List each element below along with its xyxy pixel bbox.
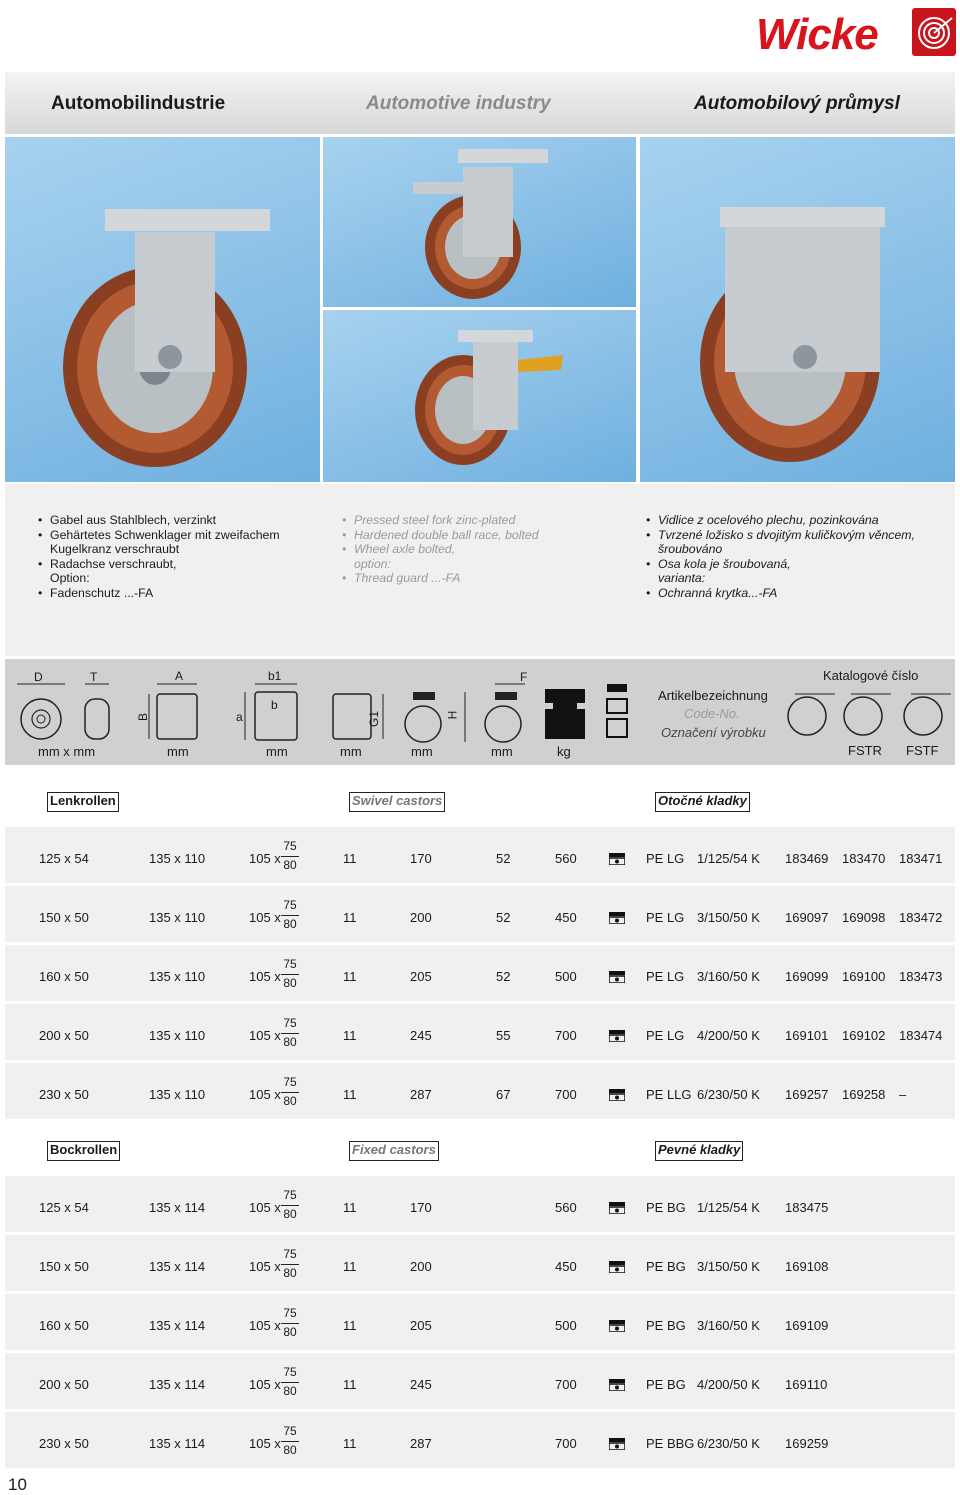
cell-code: PE LG (646, 969, 685, 984)
cell-b1-top: 75 (283, 1365, 297, 1379)
cell-catalog-1: 169259 (785, 1436, 829, 1451)
tread-icon (609, 1088, 625, 1100)
cell-code: PE BBG (646, 1436, 695, 1451)
cell-b1-fraction-line (281, 974, 299, 975)
desc-de-line: • Radachse verschraubt, (38, 557, 280, 572)
cell-b1-bottom: 80 (283, 1035, 297, 1049)
cell-a-b: 135 x 114 (149, 1318, 206, 1333)
cell-b1-bottom: 80 (283, 1325, 297, 1339)
cell-code: PE LG (646, 851, 685, 866)
article-label-en: Code-No. (684, 706, 740, 721)
desc-de-line: • Fadenschutz ...-FA (38, 586, 280, 601)
table-row (5, 886, 955, 942)
col-label-b1: b1 (268, 669, 282, 683)
col-label-fstr: FSTR (848, 743, 882, 758)
cell-f: 67 (496, 1087, 511, 1102)
cell-b1: 105 x (249, 1028, 281, 1043)
cell-f: 52 (496, 969, 511, 984)
photo-fixed-castor (640, 137, 955, 482)
section-fixed-en-label: Fixed castors (349, 1141, 439, 1161)
cell-a-b: 135 x 110 (149, 969, 206, 984)
cell-code: PE BG (646, 1318, 686, 1333)
col-label-fstf: FSTF (906, 743, 939, 758)
desc-cz-line: šroubováno (658, 542, 723, 557)
desc-cz-line: • Tvrzené ložisko s dvojitým kuličkovým věncem, (646, 528, 915, 543)
col-label-d: D (34, 670, 43, 684)
table-row (5, 1004, 955, 1060)
tread-icon (609, 970, 625, 982)
title-en: Automotive industry (366, 93, 551, 114)
section-fixed-cz-label: Pevné kladky (655, 1141, 743, 1161)
col-label-b: b (271, 698, 278, 712)
cell-kg: 700 (555, 1436, 577, 1451)
photo-swivel-castor-lock (323, 310, 636, 482)
desc-cz-line: varianta: (658, 571, 706, 586)
description-de (38, 513, 280, 601)
cell-f: 52 (496, 910, 511, 925)
cell-code: PE LG (646, 1028, 685, 1043)
cell-h: 205 (410, 969, 432, 984)
cell-catalog-2: 169102 (842, 1028, 886, 1043)
section-swivel-cz (655, 792, 750, 812)
description-en (342, 513, 539, 586)
cell-catalog-2: 169100 (842, 969, 886, 984)
cell-catalog-3: – (899, 1087, 907, 1102)
cell-b1-fraction-line (281, 1033, 299, 1034)
cell-article: 3/160/50 K (697, 1318, 760, 1333)
cell-kg: 450 (555, 910, 577, 925)
cell-g1: 11 (343, 1377, 357, 1392)
cell-b1-bottom: 80 (283, 1384, 297, 1398)
cell-h: 287 (410, 1087, 432, 1102)
cell-kg: 700 (555, 1377, 577, 1392)
desc-de-line: • Gabel aus Stahlblech, verzinkt (38, 513, 280, 528)
cell-a-b: 135 x 110 (149, 851, 206, 866)
section-swivel-en-label: Swivel castors (349, 792, 445, 812)
cell-a-b: 135 x 110 (149, 1028, 206, 1043)
cell-d-t: 125 x 54 (39, 851, 89, 866)
cell-b1-bottom: 80 (283, 1207, 297, 1221)
cell-d-t: 160 x 50 (39, 969, 89, 984)
cell-b1-fraction-line (281, 1323, 299, 1324)
table-row (5, 1176, 955, 1232)
desc-en-line: • Thread guard ...-FA (342, 571, 539, 586)
cell-b1-top: 75 (283, 1075, 297, 1089)
cell-code: PE BG (646, 1259, 686, 1274)
photo-swivel-castor (5, 137, 320, 482)
cell-a-b: 135 x 110 (149, 1087, 206, 1102)
cell-d-t: 125 x 54 (39, 1200, 89, 1215)
cell-g1: 11 (343, 851, 357, 866)
table-row (5, 1412, 955, 1468)
cell-a-b: 135 x 114 (149, 1200, 206, 1215)
cell-b1-top: 75 (283, 957, 297, 971)
section-swivel-de (47, 792, 119, 812)
col-label-h: H (445, 710, 460, 720)
table-row (5, 1235, 955, 1291)
cell-code: PE LG (646, 910, 685, 925)
cell-b1-fraction-line (281, 856, 299, 857)
cell-code: PE BG (646, 1200, 686, 1215)
cell-kg: 450 (555, 1259, 577, 1274)
cell-b1-top: 75 (283, 1424, 297, 1438)
cell-b1: 105 x (249, 1377, 281, 1392)
page-number: 10 (8, 1475, 27, 1494)
cell-article: 4/200/50 K (697, 1028, 760, 1043)
cell-b1: 105 x (249, 1436, 281, 1451)
tread-icon (609, 1319, 625, 1331)
cell-article: 3/150/50 K (697, 1259, 760, 1274)
section-fixed-cz (655, 1141, 743, 1161)
cell-code: PE BG (646, 1377, 686, 1392)
catalog-label: Katalogové číslo (823, 668, 919, 683)
cell-code: PE LLG (646, 1087, 692, 1102)
tread-icon (609, 852, 625, 864)
desc-de-line: Option: (50, 571, 90, 586)
col-label-t: T (90, 670, 98, 684)
section-fixed-en (349, 1141, 439, 1161)
cell-a-b: 135 x 114 (149, 1377, 206, 1392)
cell-b1: 105 x (249, 1200, 281, 1215)
cell-catalog-1: 169097 (785, 910, 829, 925)
desc-de-line: • Gehärtetes Schwenklager mit zweifachem (38, 528, 280, 543)
cell-b1-top: 75 (283, 1016, 297, 1030)
table-row (5, 827, 955, 883)
cell-b1-fraction-line (281, 1441, 299, 1442)
cell-f: 52 (496, 851, 511, 866)
cell-b1-top: 75 (283, 1247, 297, 1261)
cell-article: 3/150/50 K (697, 910, 760, 925)
cell-b1-bottom: 80 (283, 858, 297, 872)
cell-b1: 105 x (249, 1087, 281, 1102)
tread-icon (609, 1029, 625, 1041)
cell-g1: 11 (343, 969, 357, 984)
cell-catalog-2: 169258 (842, 1087, 886, 1102)
photo-swivel-castor-brake (323, 137, 636, 307)
brand-logo-wordmark: Wicke (756, 10, 878, 59)
cell-g1: 11 (343, 1200, 357, 1215)
col-label-a-upper: A (175, 669, 184, 683)
cell-a-b: 135 x 110 (149, 910, 206, 925)
cell-h: 170 (410, 1200, 432, 1215)
cell-kg: 500 (555, 1318, 577, 1333)
cell-d-t: 160 x 50 (39, 1318, 89, 1333)
cell-catalog-1: 169099 (785, 969, 829, 984)
cell-b1-fraction-line (281, 1264, 299, 1265)
cell-catalog-1: 169110 (785, 1377, 828, 1392)
cell-g1: 11 (343, 910, 357, 925)
brand-logo-emblem (912, 8, 956, 56)
cell-g1: 11 (343, 1259, 357, 1274)
cell-g1: 11 (343, 1087, 357, 1102)
table-row (5, 1294, 955, 1350)
col-label-a: a (236, 710, 243, 724)
cell-g1: 11 (343, 1436, 357, 1451)
cell-h: 205 (410, 1318, 432, 1333)
article-label-cz: Označení výrobku (661, 725, 766, 740)
cell-f: 55 (496, 1028, 511, 1043)
cell-b1-bottom: 80 (283, 1266, 297, 1280)
desc-en-line: • Pressed steel fork zinc-plated (342, 513, 539, 528)
cell-catalog-1: 183469 (785, 851, 829, 866)
cell-catalog-1: 169108 (785, 1259, 829, 1274)
cell-h: 287 (410, 1436, 432, 1451)
unit-h: mm (411, 744, 433, 759)
cell-b1-top: 75 (283, 1306, 297, 1320)
col-label-g1: G1 (367, 710, 382, 728)
cell-b1-fraction-line (281, 1205, 299, 1206)
cell-article: 1/125/54 K (697, 851, 760, 866)
cell-h: 245 (410, 1377, 432, 1392)
section-swivel-cz-label: Otočné kladky (655, 792, 750, 812)
cell-h: 245 (410, 1028, 432, 1043)
description-cz (646, 513, 915, 601)
cell-d-t: 150 x 50 (39, 910, 89, 925)
unit-g1: mm (340, 744, 362, 759)
cell-b1-top: 75 (283, 839, 297, 853)
unit-ab: mm (167, 744, 189, 759)
cell-kg: 560 (555, 1200, 577, 1215)
unit-b1: mm (266, 744, 288, 759)
desc-cz-line: • Ochranná krytka...-FA (646, 586, 915, 601)
tread-icon (609, 1260, 625, 1272)
cell-article: 6/230/50 K (697, 1436, 760, 1451)
cell-catalog-1: 169101 (785, 1028, 829, 1043)
table-row (5, 1063, 955, 1119)
cell-catalog-3: 183471 (899, 851, 943, 866)
cell-article: 3/160/50 K (697, 969, 760, 984)
cell-catalog-2: 183470 (842, 851, 886, 866)
cell-b1-bottom: 80 (283, 1443, 297, 1457)
section-fixed-de-label: Bockrollen (47, 1141, 120, 1161)
cell-h: 200 (410, 1259, 432, 1274)
cell-b1-top: 75 (283, 898, 297, 912)
cell-b1-fraction-line (281, 1092, 299, 1093)
cell-a-b: 135 x 114 (149, 1436, 206, 1451)
cell-b1-bottom: 80 (283, 976, 297, 990)
cell-catalog-3: 183473 (899, 969, 943, 984)
cell-b1: 105 x (249, 1259, 281, 1274)
unit-dt: mm x mm (38, 744, 96, 759)
unit-kg: kg (557, 744, 571, 759)
desc-en-line: • Hardened double ball race, bolted (342, 528, 539, 543)
cell-d-t: 230 x 50 (39, 1087, 89, 1102)
tread-icon (609, 1378, 625, 1390)
desc-cz-line: • Osa kola je šroubovaná, (646, 557, 915, 572)
cell-b1-bottom: 80 (283, 917, 297, 931)
cell-b1-fraction-line (281, 915, 299, 916)
cell-h: 170 (410, 851, 432, 866)
cell-kg: 700 (555, 1087, 577, 1102)
cell-b1: 105 x (249, 851, 281, 866)
unit-f: mm (491, 744, 513, 759)
desc-cz-line: • Vidlice z ocelového plechu, pozinkována (646, 513, 915, 528)
table-row (5, 1353, 955, 1409)
table-row (5, 945, 955, 1001)
title-de: Automobilindustrie (51, 93, 226, 114)
cell-b1: 105 x (249, 1318, 281, 1333)
cell-d-t: 150 x 50 (39, 1259, 89, 1274)
desc-en-line: • Wheel axle bolted, (342, 542, 539, 557)
section-swivel-de-label: Lenkrollen (47, 792, 119, 812)
article-label-de: Artikelbezeichnung (658, 688, 768, 703)
col-label-b-upper: B (136, 712, 151, 722)
section-fixed-de (47, 1141, 120, 1161)
cell-g1: 11 (343, 1318, 357, 1333)
cell-article: 6/230/50 K (697, 1087, 760, 1102)
title-cz: Automobilový průmysl (694, 93, 900, 114)
cell-b1-bottom: 80 (283, 1094, 297, 1108)
tread-icon (609, 911, 625, 923)
cell-kg: 700 (555, 1028, 577, 1043)
cell-b1: 105 x (249, 969, 281, 984)
cell-kg: 560 (555, 851, 577, 866)
cell-article: 4/200/50 K (697, 1377, 760, 1392)
section-swivel-en (349, 792, 445, 812)
cell-catalog-3: 183474 (899, 1028, 943, 1043)
cell-g1: 11 (343, 1028, 357, 1043)
cell-a-b: 135 x 114 (149, 1259, 206, 1274)
cell-h: 200 (410, 910, 432, 925)
cell-catalog-2: 169098 (842, 910, 886, 925)
cell-catalog-1: 183475 (785, 1200, 829, 1215)
cell-catalog-3: 183472 (899, 910, 943, 925)
cell-catalog-1: 169257 (785, 1087, 829, 1102)
cell-b1-fraction-line (281, 1382, 299, 1383)
col-label-f: F (520, 670, 528, 684)
cell-d-t: 200 x 50 (39, 1028, 89, 1043)
cell-article: 1/125/54 K (697, 1200, 760, 1215)
tread-icon (609, 1201, 625, 1213)
cell-b1-top: 75 (283, 1188, 297, 1202)
cell-d-t: 230 x 50 (39, 1436, 89, 1451)
tread-icon (609, 1437, 625, 1449)
cell-kg: 500 (555, 969, 577, 984)
cell-b1: 105 x (249, 910, 281, 925)
desc-de-line: Kugelkranz verschraubt (50, 542, 180, 557)
cell-d-t: 200 x 50 (39, 1377, 89, 1392)
cell-catalog-1: 169109 (785, 1318, 829, 1333)
desc-en-line: option: (354, 556, 391, 571)
